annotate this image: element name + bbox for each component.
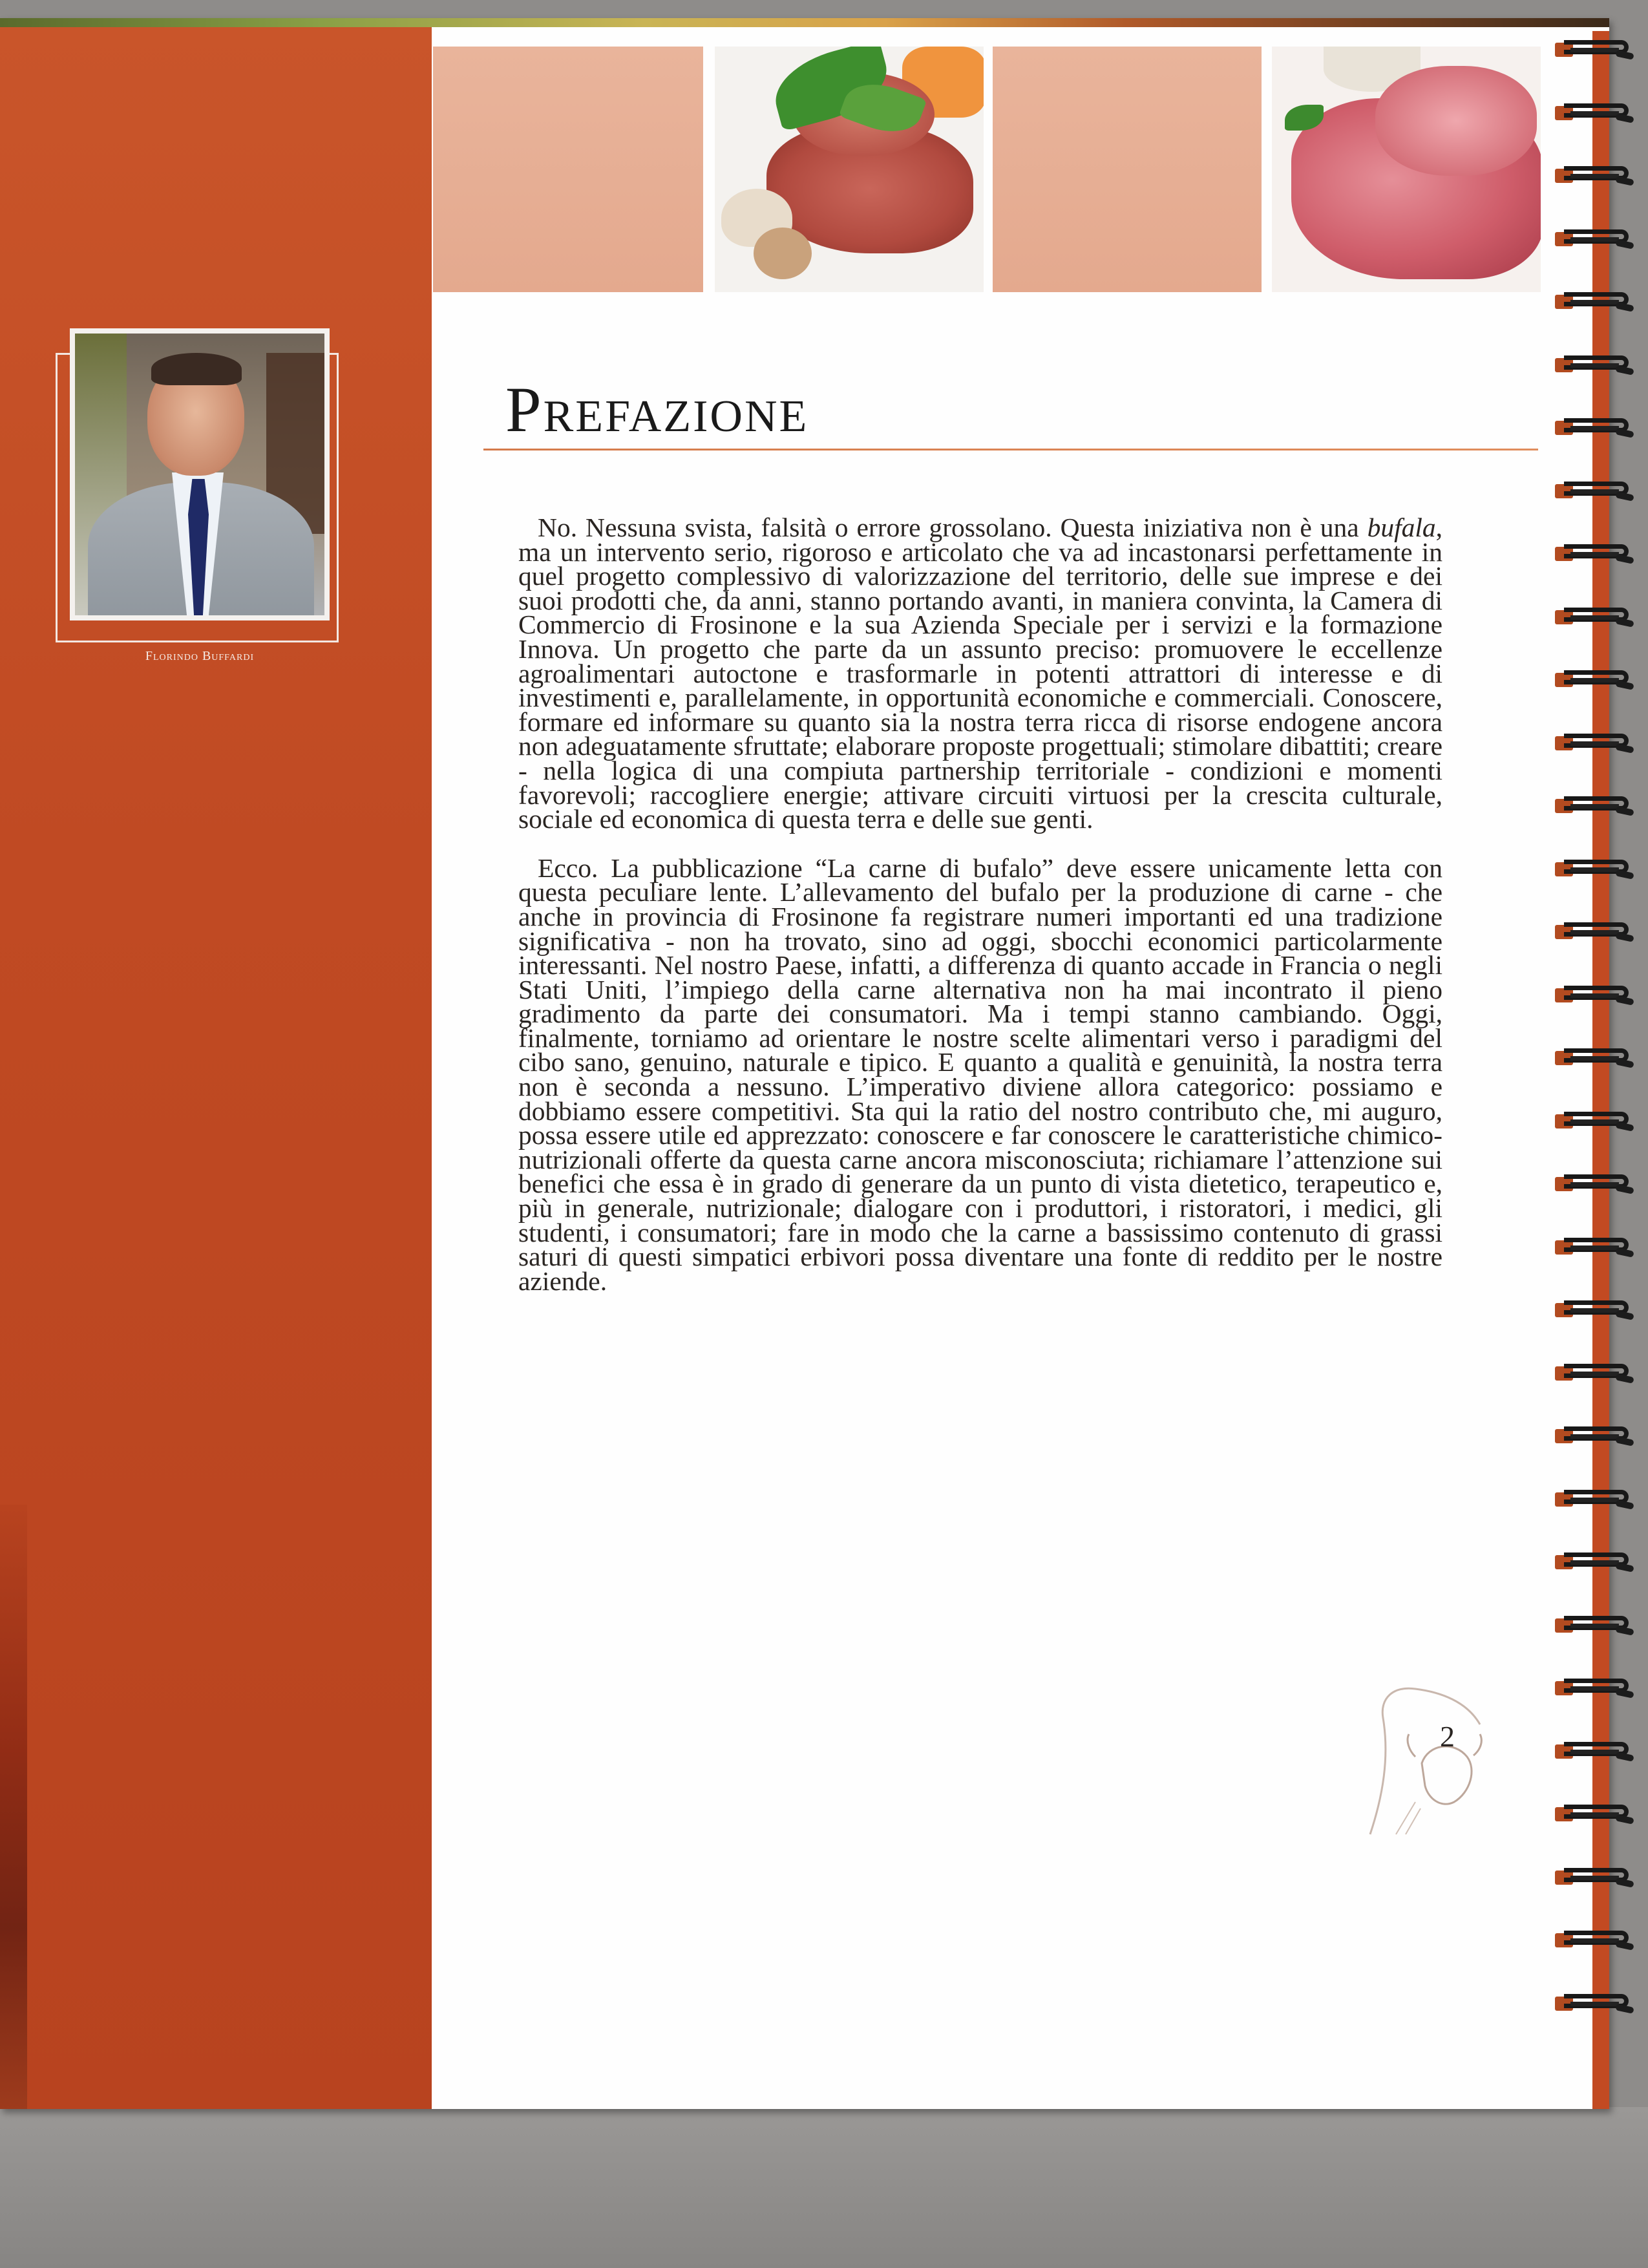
binding-ring [1551,858,1635,878]
title-rule [483,449,1538,450]
binding-ring [1551,1425,1635,1445]
binding-ring [1551,228,1635,248]
scanner-background [0,2107,1648,2268]
decor-tile-pink-2 [993,47,1262,292]
spiral-binding-icon [1551,39,1648,2081]
decor-tile-pink-1 [433,47,703,292]
binding-ring [1551,1362,1635,1382]
binding-ring [1551,1551,1635,1571]
top-photo-strip [0,18,1609,27]
binding-ring [1551,165,1635,184]
binding-ring [1551,795,1635,814]
binding-ring [1551,1047,1635,1066]
binding-ring [1551,417,1635,436]
binding-ring [1551,480,1635,500]
page-title: Prefazione [505,374,809,445]
binding-ring [1551,1677,1635,1697]
binding-ring [1551,1110,1635,1130]
binding-ring [1551,1173,1635,1192]
meat-photo-tile-1 [715,47,984,292]
binding-ring [1551,1993,1635,2012]
binding-ring [1551,1929,1635,1949]
binding-ring [1551,669,1635,688]
binding-ring [1551,1615,1635,1634]
meat-photo-tile-2 [1272,47,1541,292]
binding-ring [1551,291,1635,310]
portrait-caption: Florindo Buffardi [145,649,255,663]
page-number: 2 [1440,1720,1455,1753]
book-page [0,18,1609,2109]
paragraph-1: No. Nessuna svista, falsità o errore grossolano. Questa iniziativa non è una bufala, ma un intervento serio, rigoroso e articolato che va ad incastonarsi perfettamente in quel progetto complessivo di valorizzazione del territorio, delle sue imprese e dei suoi prodotti che, da anni, stanno portando avanti, in maniera convinta, la Camera di Commercio di Frosinone e la sua Azienda Speciale per i servizi e la formazione Innova. Un progetto che parte da un assunto preciso: promuovere le eccellenze agroalimentari autoctone e trasformarle in potenti attrattori di interesse e di investimenti e, parallelamente, in opportunità economiche e commerciali. Conoscere, formare ed informare su quanto sia la nostra terra ricca di risorse endogene ancora non adeguatamente sfruttate; elaborare proposte progettuali; stimolare dibattiti; creare - nella logica di una compiuta partnership territoriale - condizioni e momenti favorevoli; raccogliere energie; attivare circuiti virtuosi per la crescita culturale, sociale ed economica di questa terra e delle sue genti. [518,513,1442,834]
binding-ring [1551,1299,1635,1319]
bull-head-logo-icon [1344,1673,1486,1841]
binding-ring [1551,606,1635,626]
binding-ring [1551,921,1635,940]
binding-ring [1551,39,1635,58]
left-edge-photo [0,1505,27,2109]
binding-ring [1551,543,1635,562]
binding-ring [1551,984,1635,1004]
preface-body [518,513,1442,1296]
portrait-frame [70,328,330,620]
binding-ring [1551,1867,1635,1886]
binding-ring [1551,102,1635,122]
binding-ring [1551,1803,1635,1823]
binding-ring [1551,1741,1635,1760]
binding-ring [1551,1489,1635,1508]
binding-ring [1551,354,1635,374]
binding-ring [1551,732,1635,752]
binding-ring [1551,1236,1635,1256]
portrait-photo [75,334,324,615]
paragraph-2: Ecco. La pubblicazione “La carne di bufalo” deve essere unicamente letta con questa peculiare lente. L’allevamento del bufalo per la produzione di carne - che anche in provincia di Frosinone fa registrare numeri importanti ed una tradizione significativa - non ha trovato, sino ad oggi, sbocchi economici particolarmente interessanti. Nel nostro Paese, infatti, a differenza di quanto accade in Francia o negli Stati Uniti, l’impiego della carne alternativa non ha mai incontrato il pieno gradimento da parte dei consumatori. Ma i tempi stanno cambiando. Oggi, finalmente, torniamo ad orientare le nostre scelte alimentari verso i paradigmi del cibo sano, genuino, naturale e tipico. E quanto a qualità e genuinità, la nostra terra non è seconda a nessuno. L’imperativo diviene allora categorico: possiamo e dobbiamo essere competitivi. Sta qui la ratio del nostro contributo che, mi auguro, possa essere utile ed apprezzato: conoscere e far conoscere le caratteristiche chimico-nutrizionali offerte da questa carne ancora misconosciuta; richiamare l’attenzione sui benefici che essa è in grado di generare da un punto di vista dietetico, terapeutico e, più in generale, nutrizionale; dialogare con i produttori, i ristoratori, i medici, gli studenti, i consumatori; fare in modo che la carne a bassissimo contenuto di grassi saturi di questi simpatici erbivori possa diventare una fonte di reddito per le nostre aziende. [518,853,1442,1296]
